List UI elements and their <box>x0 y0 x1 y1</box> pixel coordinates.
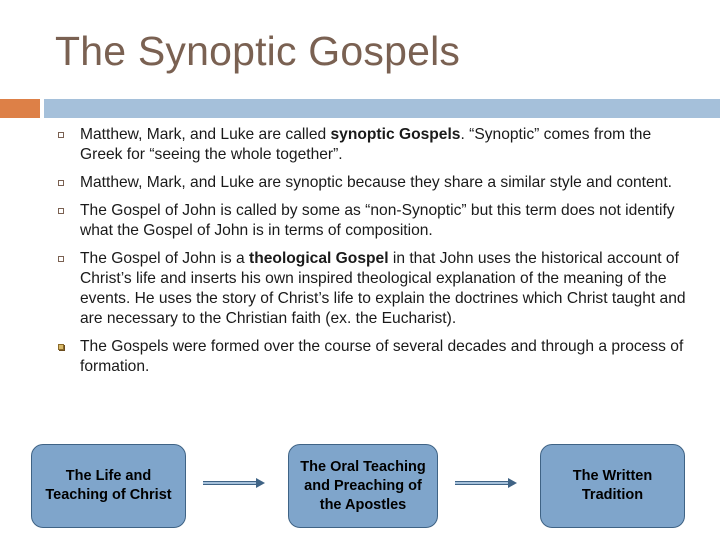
bullet-item <box>57 337 687 377</box>
bullet-text: The Gospel of John is called by some as “non-Synoptic” but this term does not identify what the Gospel of John is in terms of composition. <box>80 202 675 239</box>
bullet-text: Matthew, Mark, and Luke are synoptic because they share a similar style and content. <box>80 174 673 191</box>
bullet-text: in that John uses the historical account of Christ’s life and inserts his own inspired theological explanation of the meaning of the events. He uses the story of Christ’s life to explain the doctrines which Christ taught and are necessary to the Christian faith (ex. the Eucharist). <box>80 250 686 327</box>
right-arrow-icon <box>202 476 266 490</box>
square-bullet-icon <box>58 208 64 214</box>
bullet-list <box>57 125 687 385</box>
square-bullet-icon <box>58 180 64 186</box>
bullet-item <box>57 173 687 193</box>
header-bar <box>44 99 720 118</box>
bullet-text: The Gospel of John is a <box>80 250 250 267</box>
bullet-bold-term: synoptic Gospels <box>330 126 461 143</box>
bullet-text: Matthew, Mark, and Luke are called <box>80 126 331 143</box>
flow-box-life-of-christ: The Life and Teaching of Christ <box>31 444 186 528</box>
bullet-text: The Gospels were formed over the course of several decades and through a process of formation. <box>80 338 684 375</box>
square-bullet-icon <box>58 132 64 138</box>
accent-bar <box>0 99 40 118</box>
bullet-item <box>57 125 687 165</box>
flow-box-written-tradition: The Written Tradition <box>540 444 685 528</box>
bullet-text: . “Synoptic” comes from the Greek for “seeing the whole together”. <box>80 126 652 163</box>
bullet-item <box>57 249 687 329</box>
bullet-bold-term: theological Gospel <box>249 250 389 267</box>
slide-title: The Synoptic Gospels <box>55 28 461 74</box>
square-bullet-icon <box>58 256 64 262</box>
right-arrow-icon <box>454 476 518 490</box>
flow-box-oral-teaching: The Oral Teaching and Preaching of the Apostles <box>288 444 438 528</box>
filled-square-bullet-icon <box>58 344 64 350</box>
bullet-item <box>57 201 687 241</box>
